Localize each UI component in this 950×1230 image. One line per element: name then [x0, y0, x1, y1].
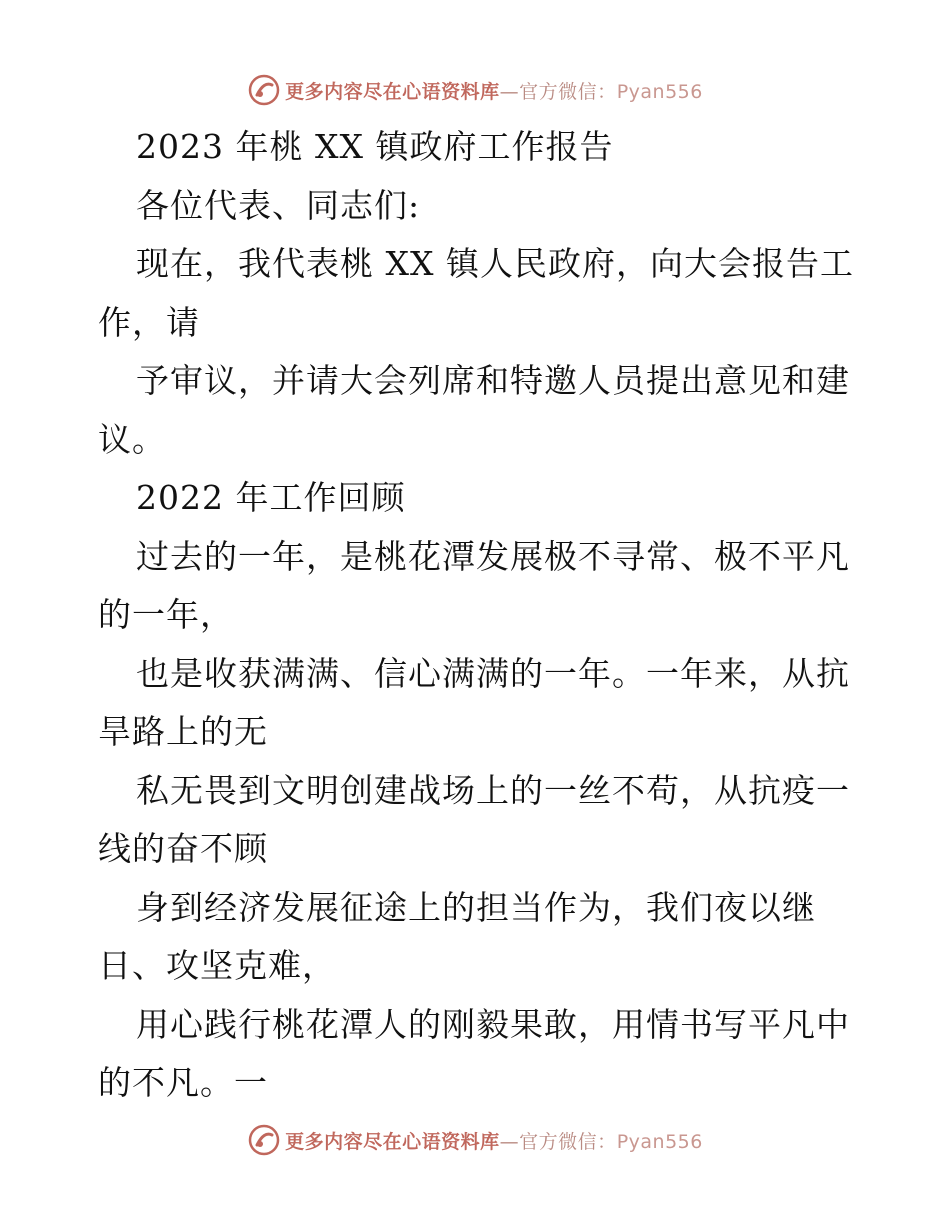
section-heading: 2022 年工作回顾 — [136, 478, 406, 517]
doc-line: 作，请 — [98, 302, 200, 342]
doc-line: 现在，我代表桃 XX 镇人民政府，向大会报告工 — [136, 244, 854, 283]
doc-line: 用心践行桃花潭人的刚毅果敢，用情书写平凡中 — [136, 1004, 850, 1044]
doc-line: 过去的一年，是桃花潭发展极不寻常、极不平凡 — [136, 536, 850, 576]
doc-line: 的不凡。一 — [98, 1063, 268, 1102]
watermark-dash: — — [499, 80, 520, 103]
watermark-id: Pyan556 — [616, 1130, 703, 1153]
doc-line: 也是收获满满、信心满满的一年。一年来，从抗 — [136, 653, 850, 693]
doc-title: 2023 年桃 XX 镇政府工作报告 — [136, 127, 614, 166]
watermark-text — [285, 77, 703, 104]
watermark-main: 更多内容尽在心语资料库 — [285, 80, 500, 103]
footer-watermark — [0, 1120, 950, 1160]
document-body — [98, 118, 858, 1113]
watermark-dash: — — [499, 1130, 520, 1153]
doc-line: 予审议，并请大会列席和特邀人员提出意见和建 — [136, 361, 850, 400]
watermark-id: Pyan556 — [616, 80, 703, 103]
watermark-sub: 官方微信： — [519, 1130, 617, 1153]
watermark-main: 更多内容尽在心语资料库 — [285, 1130, 500, 1153]
doc-line: 线的奋不顾 — [98, 829, 268, 868]
doc-line: 私无畏到文明创建战场上的一丝不苟，从抗疫一 — [136, 770, 850, 810]
doc-line: 日、攻坚克难， — [98, 946, 336, 985]
doc-line: 身到经济发展征途上的担当作为，我们夜以继 — [136, 887, 816, 927]
brand-logo-icon — [247, 73, 281, 107]
brand-logo-icon — [247, 1123, 281, 1157]
doc-line: 议。 — [98, 419, 166, 459]
doc-line: 旱路上的无 — [98, 712, 268, 751]
doc-salutation: 各位代表、同志们: — [136, 185, 421, 225]
doc-line: 的一年， — [98, 595, 234, 634]
watermark-sub: 官方微信： — [519, 80, 617, 103]
watermark-text — [285, 1127, 703, 1154]
header-watermark — [0, 70, 950, 110]
